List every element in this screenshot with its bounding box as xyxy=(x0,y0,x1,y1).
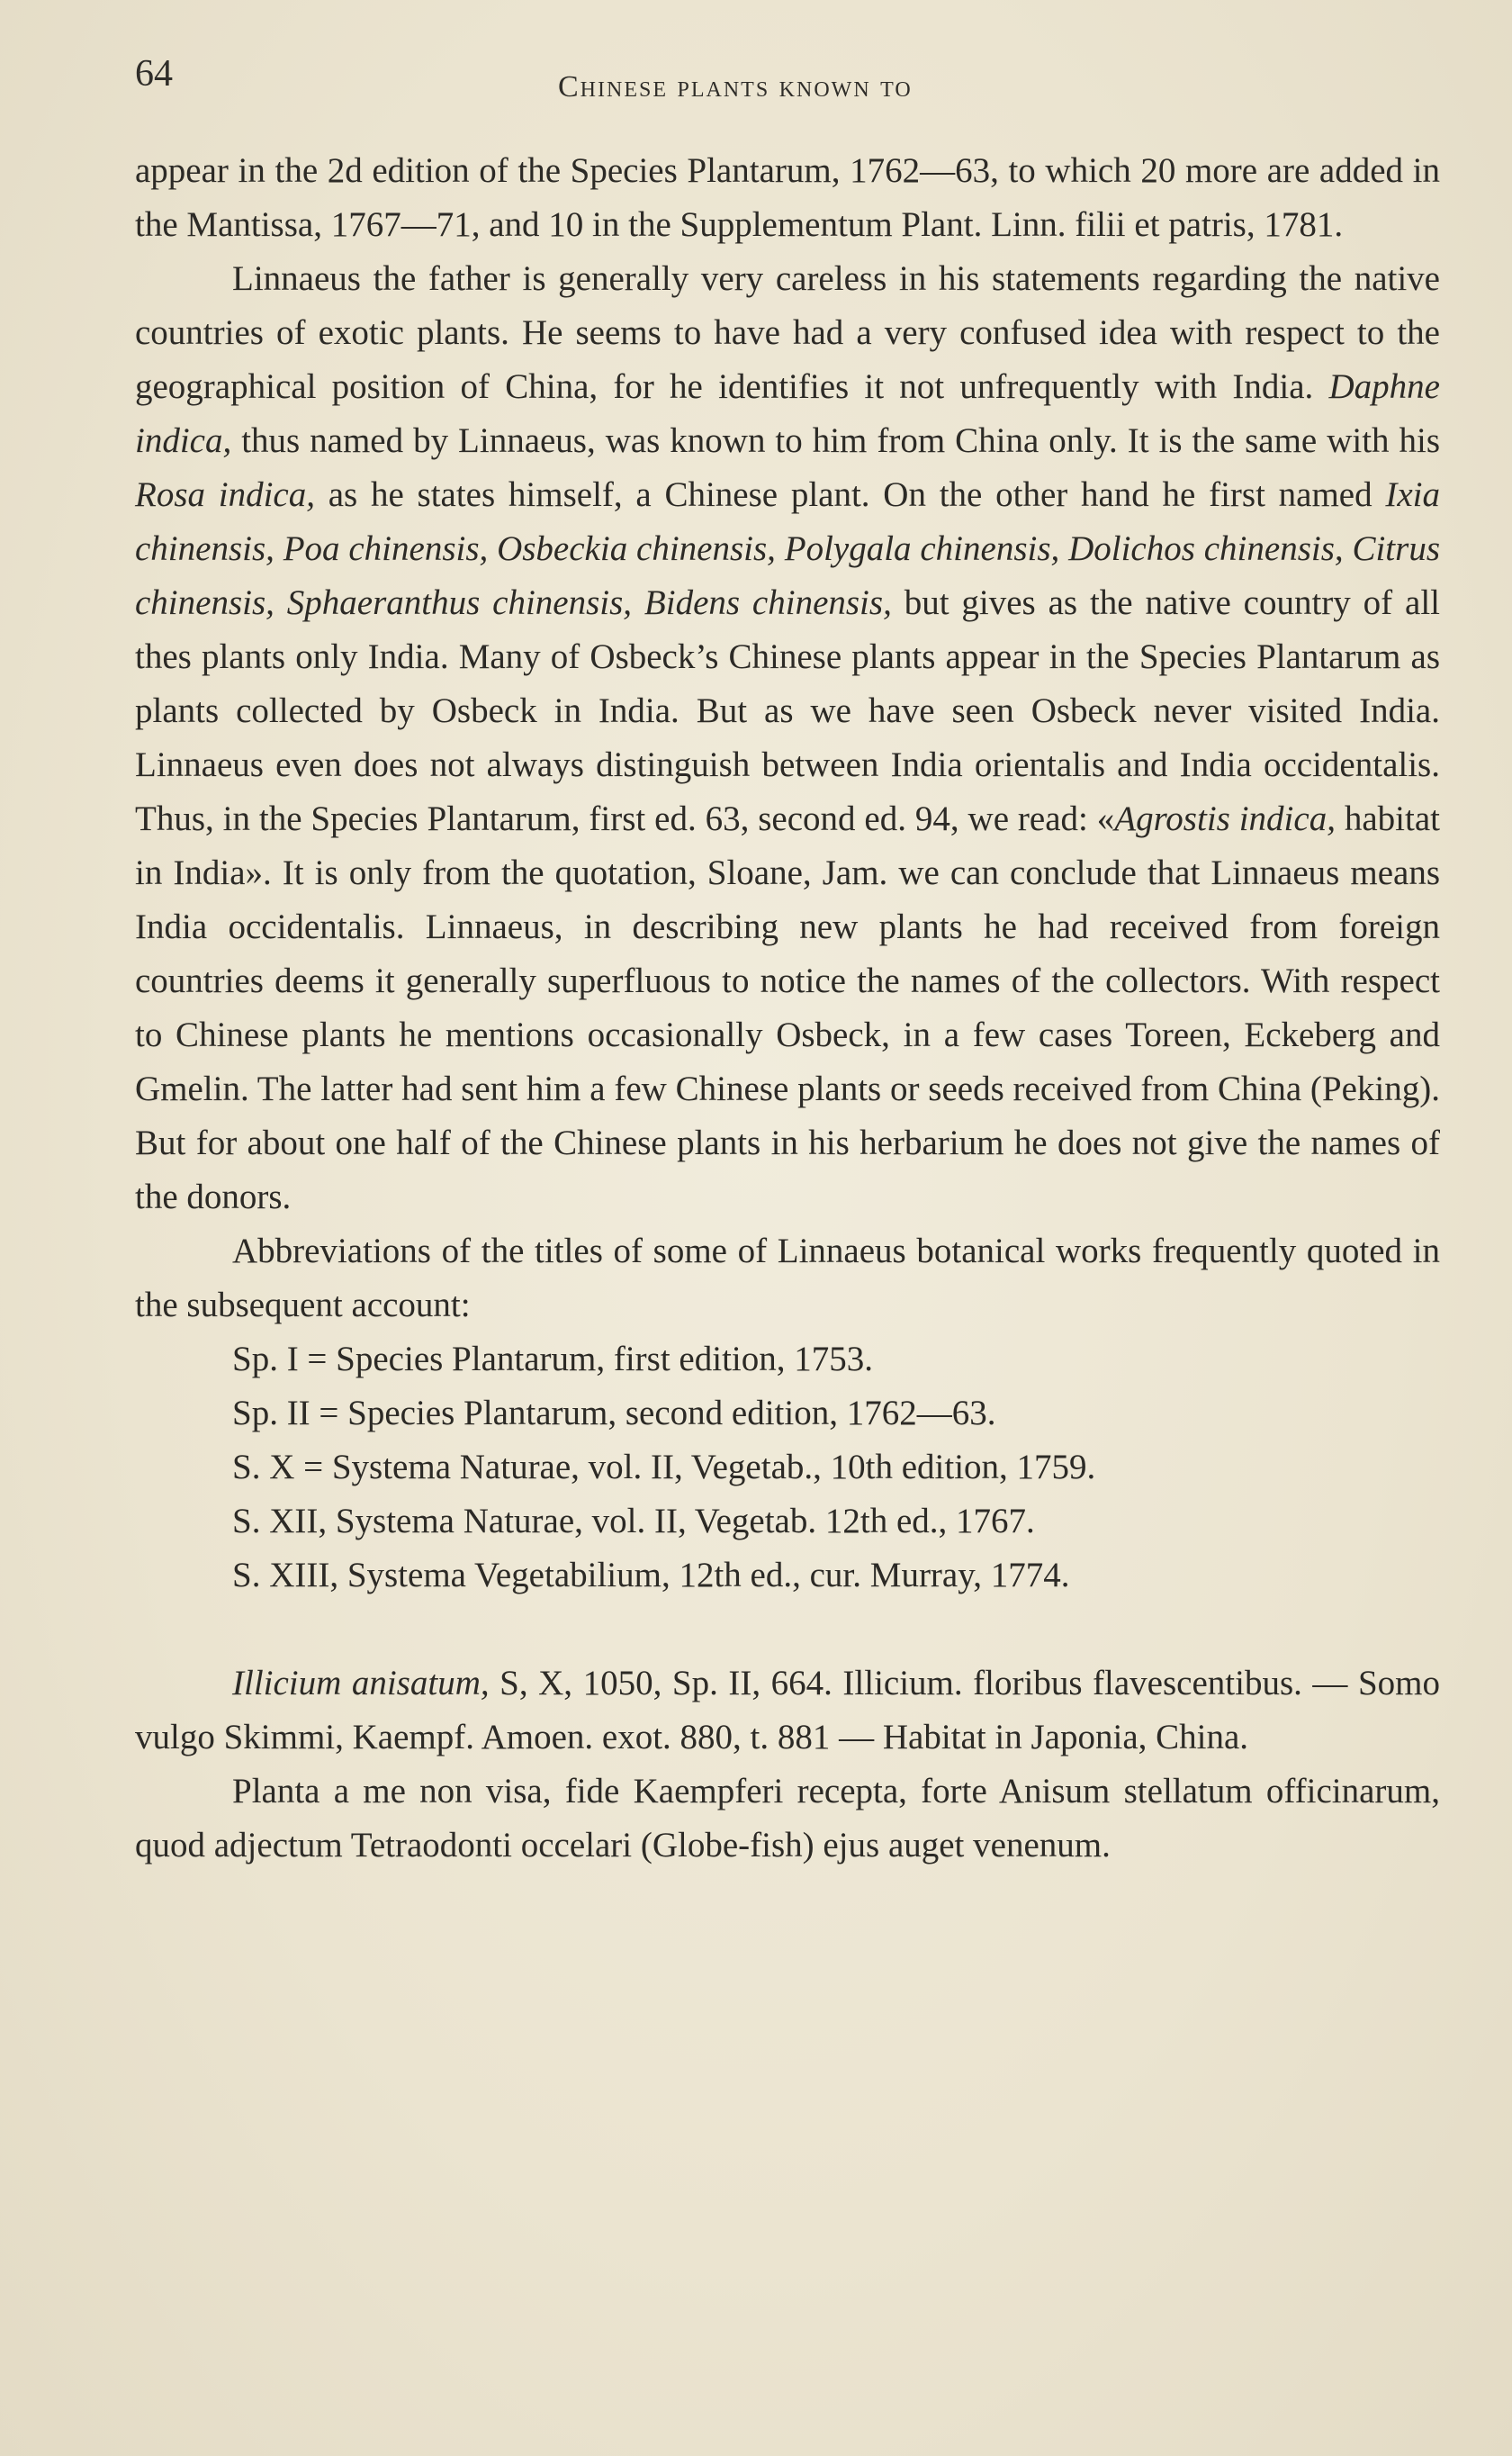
abbreviation-item: Sp. II = Species Plantarum, second edition, 1762—63. xyxy=(232,1394,996,1432)
paragraph-illicium-note: Planta a me non visa, fide Kaempferi recepta, forte Anisum stellatum officinarum, quod adjectum Tetraodonti occelari (Globe-fish) ejus auget venenum. xyxy=(135,1772,1440,1865)
abbreviation-item: S. XII, Systema Naturae, vol. II, Vegetab. 12th ed., 1767. xyxy=(232,1502,1035,1540)
abbreviation-item: Sp. I = Species Plantarum, first edition, 1753. xyxy=(232,1340,873,1378)
section-gap xyxy=(135,1603,1440,1657)
running-head: Chinese plants known to xyxy=(558,70,913,104)
paragraph-abbreviations-intro: Abbreviations of the titles of some of Linnaeus botanical works frequently quoted in the subsequent account: xyxy=(135,1232,1440,1324)
species-name: Daphne indica, xyxy=(135,367,1440,460)
text-run: habitat in India». It is only from the quotation, Sloane, Jam. we can conclude that Linnaeus means India occidentalis. Linnaeus, in describing new plants he had received from foreign countries deems it generally superfluous to notice the names of the collectors. With respect to Chinese plants he mentions occasionally Osbeck, in a few cases Toreen, Eckeberg and Gmelin. The latter had sent him a few Chinese plants or seeds received from China (Peking). But for about one half of the Chinese plants in his herbarium he does not give the names of the donors. xyxy=(135,799,1440,1216)
paragraph-continuation: appear in the 2d edition of the Species Plantarum, 1762—63, to which 20 more are added in the Mantissa, 1767—71, and 10 in the Supplementum Plant. Linn. filii et patris, 1781. xyxy=(135,151,1440,244)
text-run: but gives as the native country of all thes plants only India. Many of Osbeck’s Chinese plants appear in the Species Plantarum as plants collected by Osbeck in India. But as we have seen Osbeck never visited India. Linnaeus even does not always distinguish between India orientalis and India occidentalis. Thus, in the Species Plantarum, first ed. 63, second ed. 94, we read: « xyxy=(135,583,1440,838)
species-name: Illicium anisatum, xyxy=(232,1664,490,1702)
page-number: 64 xyxy=(135,53,173,95)
text-run: S, X, 1050, Sp. II, 664. Illicium. floribus flavescentibus. — Somo vulgo Skimmi, Kaempf. Amoen. exot. 880, t. 881 — Habitat in Japonia, China. xyxy=(135,1664,1440,1756)
species-name: Rosa indica, xyxy=(135,475,315,514)
paragraph-illicium-entry xyxy=(135,1657,1440,1765)
abbreviation-item: S. X = Systema Naturae, vol. II, Vegetab., 10th edition, 1759. xyxy=(232,1448,1096,1486)
text-run: as he states himself, a Chinese plant. On the other hand he first named xyxy=(314,475,1386,514)
abbreviation-item: S. XIII, Systema Vegetabilium, 12th ed., cur. Murray, 1774. xyxy=(232,1556,1070,1594)
page-header xyxy=(135,52,1440,115)
species-name-list: Ixia chinensis, Poa chinensis, Osbeckia chinensis, Polygala chinensis, Dolichos chinensis, Citrus chinensis, Sphaeranthus chinensis, Bidens chinensis, xyxy=(135,475,1441,622)
species-name: Agrostis indica, xyxy=(1114,799,1336,838)
text-run: Linnaeus the father is generally very careless in his statements regarding the native countries of exotic plants. He seems to have had a very confused idea with respect to the geographical position of China, for he identifies it not unfrequently with India. xyxy=(135,259,1440,406)
paragraph-linnaeus-careless xyxy=(135,252,1440,1224)
text-run: thus named by Linnaeus, was known to him from China only. It is the same with his xyxy=(231,421,1440,460)
abbreviation-list xyxy=(135,1332,1440,1603)
body-text xyxy=(135,144,1440,1873)
